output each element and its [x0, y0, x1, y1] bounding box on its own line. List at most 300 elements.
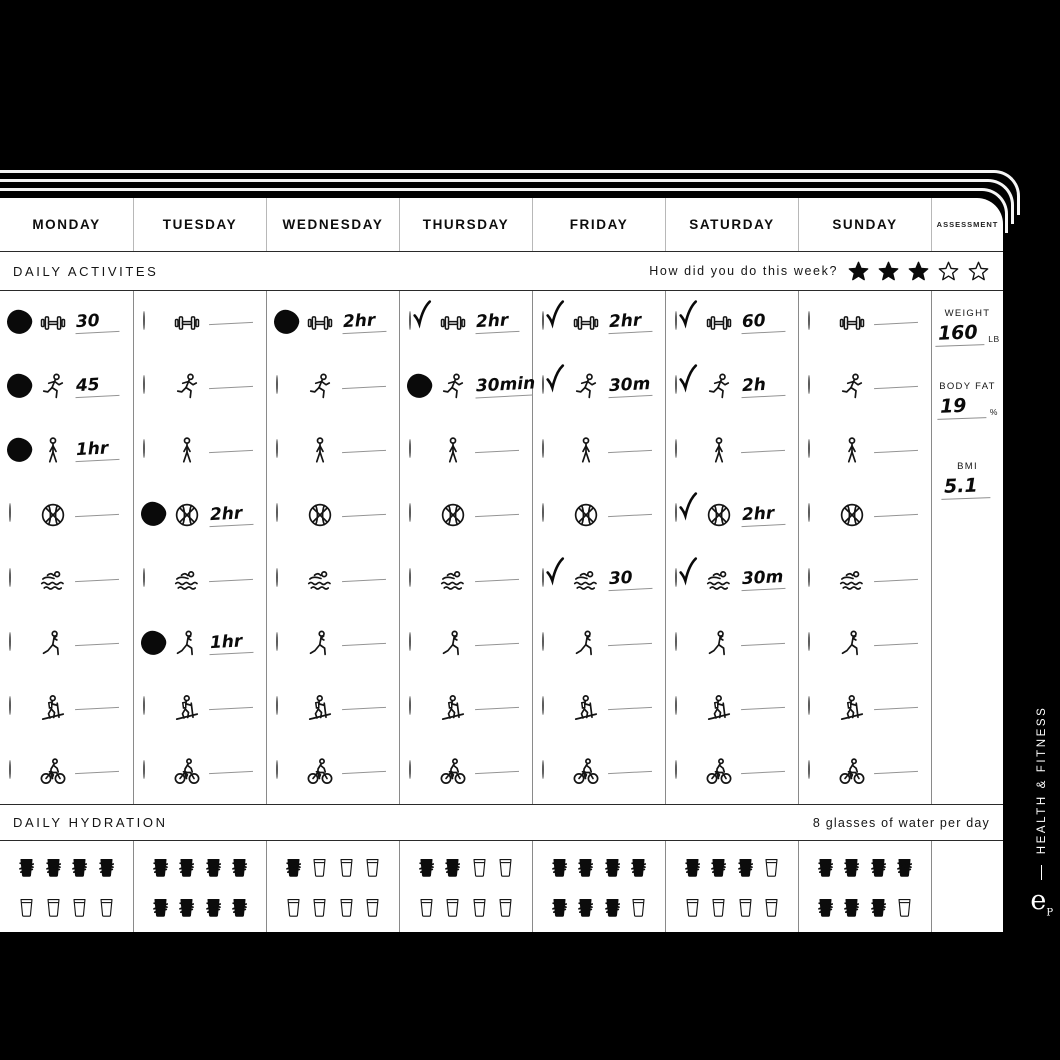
activity-checkbox[interactable]: [143, 697, 165, 719]
activity-cell-running[interactable]: [0, 355, 133, 419]
runner-icon: [172, 372, 202, 402]
activity-value[interactable]: [75, 577, 119, 581]
activity-value[interactable]: [75, 706, 119, 710]
activity-value[interactable]: [475, 513, 519, 517]
activity-cell-weight-lifting[interactable]: [666, 291, 798, 355]
activity-checkbox[interactable]: [9, 504, 31, 526]
water-glass-filled-icon[interactable]: [575, 896, 596, 920]
activity-value[interactable]: [209, 321, 253, 325]
activity-checkbox[interactable]: [542, 312, 564, 334]
activity-cell-lunges[interactable]: [533, 612, 665, 676]
activity-value[interactable]: [75, 513, 119, 517]
dumbbell-icon: [571, 308, 601, 338]
activity-cell-swimming[interactable]: [666, 548, 798, 612]
activity-value[interactable]: [209, 770, 253, 774]
activity-cell-weight-lifting[interactable]: [799, 291, 931, 355]
activities-column-sunday: [798, 291, 931, 804]
check-mark-icon: [410, 298, 435, 331]
activity-cell-swimming[interactable]: [267, 548, 399, 612]
water-glass-icon[interactable]: [96, 896, 117, 920]
activity-checkbox[interactable]: [675, 440, 697, 462]
activity-cell-weight-lifting[interactable]: [267, 291, 399, 355]
activity-cell-basketball[interactable]: [0, 483, 133, 547]
activity-cell-basketball[interactable]: [400, 483, 532, 547]
lunge-icon: [438, 629, 468, 659]
dumbbell-icon: [438, 308, 468, 338]
walker-icon: [837, 436, 867, 466]
activity-checkbox[interactable]: [675, 569, 697, 591]
activity-cell-hiking[interactable]: [400, 676, 532, 740]
hydration-note: 8 glasses of water per day: [812, 815, 990, 830]
activity-value[interactable]: [475, 706, 519, 710]
activity-value[interactable]: 30m: [741, 566, 784, 589]
activity-cell-running[interactable]: [666, 355, 798, 419]
activity-value[interactable]: [75, 642, 119, 646]
cyclist-icon: [172, 757, 202, 787]
water-glass-icon[interactable]: [362, 856, 383, 880]
activity-value[interactable]: 2hr: [741, 504, 786, 526]
activity-cell-swimming[interactable]: [134, 548, 266, 612]
brand-text: HEALTH & FITNESS: [1035, 705, 1048, 855]
lunge-icon: [571, 629, 601, 659]
water-glass-filled-icon[interactable]: [602, 856, 623, 880]
activity-checkbox[interactable]: [409, 376, 431, 398]
activity-cell-lunges[interactable]: [666, 612, 798, 676]
brand-strip: [1026, 705, 1057, 919]
activity-cell-walking[interactable]: [799, 419, 931, 483]
activity-cell-hiking[interactable]: [134, 676, 266, 740]
hydration-column-sunday: [798, 841, 931, 932]
activity-checkbox[interactable]: [542, 761, 564, 783]
activities-column-monday: [0, 291, 133, 804]
activity-value[interactable]: [874, 770, 918, 774]
activity-cell-cycling[interactable]: [666, 740, 798, 804]
water-glass-filled-icon[interactable]: [203, 856, 224, 880]
activity-cell-hiking[interactable]: [799, 676, 931, 740]
water-glass-icon[interactable]: [469, 856, 490, 880]
activity-checkbox[interactable]: [9, 761, 31, 783]
weight-metric: [935, 308, 1000, 346]
activity-checkbox[interactable]: [143, 633, 165, 655]
activity-checkbox[interactable]: [143, 761, 165, 783]
activity-value[interactable]: 2h: [741, 376, 786, 398]
activity-checkbox[interactable]: [542, 376, 564, 398]
activity-checkbox[interactable]: [808, 312, 830, 334]
activity-checkbox[interactable]: [808, 697, 830, 719]
water-glass-filled-icon[interactable]: [283, 856, 304, 880]
activity-checkbox[interactable]: [276, 633, 298, 655]
water-glass-filled-icon[interactable]: [549, 856, 570, 880]
water-glass-icon[interactable]: [495, 856, 516, 880]
water-glass-icon[interactable]: [416, 896, 437, 920]
water-glass-filled-icon[interactable]: [203, 896, 224, 920]
activity-checkbox[interactable]: [675, 697, 697, 719]
activity-value[interactable]: [342, 770, 386, 774]
activity-value[interactable]: [741, 642, 785, 646]
activity-value[interactable]: 30: [75, 312, 120, 334]
water-glass-filled-icon[interactable]: [815, 896, 836, 920]
activity-checkbox[interactable]: [409, 312, 431, 334]
activity-value[interactable]: 60: [741, 312, 786, 334]
activity-cell-walking[interactable]: [0, 419, 133, 483]
water-glass-filled-icon[interactable]: [868, 896, 889, 920]
hydration-grid: [0, 841, 1003, 932]
activity-checkbox[interactable]: [143, 312, 165, 334]
activity-cell-lunges[interactable]: [267, 612, 399, 676]
water-glass-icon[interactable]: [309, 896, 330, 920]
cyclist-icon: [571, 757, 601, 787]
activity-checkbox[interactable]: [675, 312, 697, 334]
water-glass-filled-icon[interactable]: [708, 856, 729, 880]
activity-cell-cycling[interactable]: [134, 740, 266, 804]
activity-value[interactable]: [342, 449, 386, 453]
activity-cell-basketball[interactable]: [666, 483, 798, 547]
basketball-icon: [438, 500, 468, 530]
dumbbell-icon: [704, 308, 734, 338]
activity-cell-weight-lifting[interactable]: [400, 291, 532, 355]
basketball-icon: [305, 500, 335, 530]
swimmer-icon: [438, 565, 468, 595]
swimmer-icon: [172, 565, 202, 595]
body-fat-metric: [937, 381, 998, 419]
water-glass-icon[interactable]: [69, 896, 90, 920]
water-glass-icon[interactable]: [495, 896, 516, 920]
basketball-icon: [571, 500, 601, 530]
activity-cell-walking[interactable]: [666, 419, 798, 483]
bmi-value[interactable]: 5.1: [941, 474, 991, 500]
activity-cell-hiking[interactable]: [267, 676, 399, 740]
activity-cell-walking[interactable]: [267, 419, 399, 483]
activity-cell-cycling[interactable]: [0, 740, 133, 804]
activity-value[interactable]: [209, 706, 253, 710]
activity-value[interactable]: [874, 513, 918, 517]
water-glass-filled-icon[interactable]: [682, 856, 703, 880]
activity-cell-cycling[interactable]: [400, 740, 532, 804]
activity-value[interactable]: [342, 577, 386, 581]
activity-cell-cycling[interactable]: [533, 740, 665, 804]
water-glass-filled-icon[interactable]: [176, 896, 197, 920]
activity-value[interactable]: [475, 642, 519, 646]
week-rating-prompt: How did you do this week?: [649, 264, 838, 278]
activity-value[interactable]: [741, 706, 785, 710]
activity-checkbox[interactable]: [9, 697, 31, 719]
activity-cell-swimming[interactable]: [0, 548, 133, 612]
walker-icon: [38, 436, 68, 466]
activity-cell-weight-lifting[interactable]: [0, 291, 133, 355]
brand-divider: [1041, 865, 1043, 880]
activity-value[interactable]: [874, 449, 918, 453]
water-glass-icon[interactable]: [336, 856, 357, 880]
water-glass-filled-icon[interactable]: [442, 856, 463, 880]
activity-value[interactable]: 1hr: [209, 633, 254, 655]
lunge-icon: [38, 629, 68, 659]
activity-cell-swimming[interactable]: [533, 548, 665, 612]
water-glass-filled-icon[interactable]: [229, 896, 250, 920]
water-glass-filled-icon[interactable]: [841, 856, 862, 880]
activity-checkbox[interactable]: [276, 569, 298, 591]
water-glass-icon[interactable]: [628, 896, 649, 920]
activity-checkbox[interactable]: [409, 697, 431, 719]
activity-cell-hiking[interactable]: [0, 676, 133, 740]
water-glass-filled-icon[interactable]: [416, 856, 437, 880]
activity-cell-cycling[interactable]: [799, 740, 931, 804]
activity-checkbox[interactable]: [9, 633, 31, 655]
runner-icon: [571, 372, 601, 402]
activity-cell-basketball[interactable]: [134, 483, 266, 547]
activity-cell-walking[interactable]: [400, 419, 532, 483]
basketball-icon: [837, 500, 867, 530]
activity-value[interactable]: [342, 385, 386, 389]
activity-checkbox[interactable]: [143, 504, 165, 526]
water-glass-filled-icon[interactable]: [176, 856, 197, 880]
walker-icon: [305, 436, 335, 466]
hiker-icon: [305, 693, 335, 723]
activity-cell-lunges[interactable]: [134, 612, 266, 676]
activity-checkbox[interactable]: [675, 633, 697, 655]
activity-checkbox[interactable]: [409, 569, 431, 591]
hiker-icon: [38, 693, 68, 723]
check-mark-icon: [543, 362, 568, 395]
water-glass-filled-icon[interactable]: [868, 856, 889, 880]
cyclist-icon: [305, 757, 335, 787]
activity-checkbox[interactable]: [9, 569, 31, 591]
activity-cell-weight-lifting[interactable]: [134, 291, 266, 355]
activity-cell-walking[interactable]: [134, 419, 266, 483]
cyclist-icon: [704, 757, 734, 787]
day-header-row: [0, 198, 1003, 252]
activity-checkbox[interactable]: [542, 504, 564, 526]
rating-star-icon[interactable]: [967, 260, 990, 283]
activity-checkbox[interactable]: [276, 376, 298, 398]
activity-value[interactable]: 45: [75, 376, 120, 398]
activity-checkbox[interactable]: [143, 569, 165, 591]
activity-checkbox[interactable]: [9, 312, 31, 334]
water-glass-filled-icon[interactable]: [735, 856, 756, 880]
water-glass-filled-icon[interactable]: [575, 856, 596, 880]
water-glass-icon[interactable]: [682, 896, 703, 920]
activities-column-thursday: [399, 291, 536, 804]
activity-value[interactable]: 30m: [608, 374, 651, 397]
swimmer-icon: [571, 565, 601, 595]
water-glass-filled-icon[interactable]: [602, 896, 623, 920]
activity-value[interactable]: [608, 770, 652, 774]
water-glass-icon[interactable]: [309, 856, 330, 880]
planner-page: [0, 198, 1003, 932]
body-fat-unit: %: [989, 407, 999, 417]
water-glass-filled-icon[interactable]: [43, 856, 64, 880]
activity-value[interactable]: 30min: [475, 373, 536, 397]
swimmer-icon: [38, 565, 68, 595]
activity-checkbox[interactable]: [542, 569, 564, 591]
activity-checkbox[interactable]: [276, 504, 298, 526]
runner-icon: [438, 372, 468, 402]
water-glass-icon[interactable]: [362, 896, 383, 920]
assessment-column: [931, 291, 1003, 804]
hydration-column-monday: [0, 841, 133, 932]
activity-checkbox[interactable]: [276, 312, 298, 334]
daily-hydration-band: [0, 805, 1003, 841]
water-glass-icon[interactable]: [43, 896, 64, 920]
water-glass-filled-icon[interactable]: [549, 896, 570, 920]
activity-checkbox[interactable]: [675, 504, 697, 526]
rating-star-icon[interactable]: [907, 260, 930, 283]
activity-checkbox[interactable]: [542, 440, 564, 462]
hydration-column-thursday: [399, 841, 532, 932]
water-glass-icon[interactable]: [336, 896, 357, 920]
activity-checkbox[interactable]: [808, 633, 830, 655]
activity-value[interactable]: 30: [608, 569, 653, 591]
day-header-tuesday: TUESDAY: [133, 198, 266, 251]
water-glass-icon[interactable]: [735, 896, 756, 920]
activity-cell-running[interactable]: [533, 355, 665, 419]
activity-value[interactable]: [874, 385, 918, 389]
hydration-column-saturday: [665, 841, 798, 932]
water-glass-filled-icon[interactable]: [16, 856, 37, 880]
activity-checkbox[interactable]: [808, 504, 830, 526]
activity-value[interactable]: [608, 449, 652, 453]
activity-value[interactable]: [475, 449, 519, 453]
walker-icon: [571, 436, 601, 466]
activity-cell-running[interactable]: [400, 355, 536, 419]
check-mark-icon: [676, 362, 701, 395]
activity-value[interactable]: [209, 385, 253, 389]
activity-value[interactable]: [342, 706, 386, 710]
activity-cell-lunges[interactable]: [400, 612, 532, 676]
activity-value[interactable]: [608, 513, 652, 517]
activity-value[interactable]: [874, 642, 918, 646]
activity-checkbox[interactable]: [409, 633, 431, 655]
activity-value[interactable]: [209, 449, 253, 453]
activity-checkbox[interactable]: [675, 761, 697, 783]
activity-checkbox[interactable]: [808, 569, 830, 591]
activity-cell-weight-lifting[interactable]: [533, 291, 665, 355]
activity-cell-lunges[interactable]: [799, 612, 931, 676]
activity-value[interactable]: 2hr: [608, 312, 653, 334]
water-glass-filled-icon[interactable]: [96, 856, 117, 880]
bmi-label: BMI: [957, 461, 978, 472]
water-glass-filled-icon[interactable]: [841, 896, 862, 920]
rating-star-icon[interactable]: [937, 260, 960, 283]
water-glass-icon[interactable]: [283, 896, 304, 920]
activity-cell-basketball[interactable]: [799, 483, 931, 547]
water-glass-icon[interactable]: [894, 896, 915, 920]
activity-cell-swimming[interactable]: [400, 548, 532, 612]
activity-checkbox[interactable]: [276, 440, 298, 462]
water-glass-filled-icon[interactable]: [150, 856, 171, 880]
hiker-icon: [704, 693, 734, 723]
water-glass-icon[interactable]: [469, 896, 490, 920]
activity-checkbox[interactable]: [409, 504, 431, 526]
activity-checkbox[interactable]: [409, 440, 431, 462]
day-header-sunday: SUNDAY: [798, 198, 931, 251]
runner-icon: [305, 372, 335, 402]
hiker-icon: [172, 693, 202, 723]
activity-value[interactable]: [209, 577, 253, 581]
activity-value[interactable]: [741, 770, 785, 774]
activity-cell-hiking[interactable]: [666, 676, 798, 740]
daily-hydration-title: DAILY HYDRATION: [13, 815, 168, 830]
activity-value[interactable]: [874, 321, 918, 325]
day-header-monday: MONDAY: [32, 217, 101, 232]
activity-cell-hiking[interactable]: [533, 676, 665, 740]
activity-cell-swimming[interactable]: [799, 548, 931, 612]
rating-star-icon[interactable]: [847, 260, 870, 283]
water-glass-filled-icon[interactable]: [894, 856, 915, 880]
activity-value[interactable]: [741, 449, 785, 453]
activity-checkbox[interactable]: [542, 697, 564, 719]
activity-checkbox[interactable]: [9, 440, 31, 462]
activity-checkbox[interactable]: [675, 376, 697, 398]
activity-checkbox[interactable]: [808, 376, 830, 398]
activity-value[interactable]: 2hr: [342, 312, 387, 334]
body-fat-value[interactable]: 19: [937, 394, 987, 420]
activity-cell-lunges[interactable]: [0, 612, 133, 676]
activity-checkbox[interactable]: [808, 440, 830, 462]
activities-column-tuesday: [133, 291, 266, 804]
dumbbell-icon: [837, 308, 867, 338]
activity-checkbox[interactable]: [808, 761, 830, 783]
water-glass-icon[interactable]: [761, 896, 782, 920]
activity-value[interactable]: 1hr: [75, 440, 120, 462]
activity-cell-running[interactable]: [134, 355, 266, 419]
activity-value[interactable]: [874, 706, 918, 710]
lunge-icon: [305, 629, 335, 659]
rating-star-icon[interactable]: [877, 260, 900, 283]
hydration-assessment-cell: [931, 841, 1003, 932]
water-glass-filled-icon[interactable]: [628, 856, 649, 880]
water-glass-icon[interactable]: [442, 896, 463, 920]
activity-checkbox[interactable]: [143, 376, 165, 398]
activity-value[interactable]: [342, 642, 386, 646]
rating-stars: [847, 260, 990, 283]
activity-value[interactable]: [608, 642, 652, 646]
water-glass-filled-icon[interactable]: [69, 856, 90, 880]
water-glass-filled-icon[interactable]: [229, 856, 250, 880]
activities-column-wednesday: [266, 291, 399, 804]
activity-checkbox[interactable]: [143, 440, 165, 462]
activity-checkbox[interactable]: [542, 633, 564, 655]
activity-cell-basketball[interactable]: [533, 483, 665, 547]
activity-cell-cycling[interactable]: [267, 740, 399, 804]
activity-value[interactable]: [342, 513, 386, 517]
swimmer-icon: [837, 565, 867, 595]
activity-value[interactable]: [75, 770, 119, 774]
hydration-column-friday: [532, 841, 665, 932]
activity-value[interactable]: 2hr: [475, 312, 520, 334]
activity-value[interactable]: [475, 770, 519, 774]
water-glass-icon[interactable]: [16, 896, 37, 920]
water-glass-icon[interactable]: [708, 896, 729, 920]
activity-checkbox[interactable]: [276, 697, 298, 719]
water-glass-icon[interactable]: [761, 856, 782, 880]
weight-value[interactable]: 160: [935, 321, 985, 347]
activity-cell-basketball[interactable]: [267, 483, 399, 547]
activity-cell-walking[interactable]: [533, 419, 665, 483]
activity-checkbox[interactable]: [409, 761, 431, 783]
activity-value[interactable]: [608, 706, 652, 710]
water-glass-filled-icon[interactable]: [150, 896, 171, 920]
activity-value[interactable]: [475, 577, 519, 581]
activity-value[interactable]: 2hr: [209, 504, 254, 526]
activity-checkbox[interactable]: [9, 376, 31, 398]
activity-cell-running[interactable]: [799, 355, 931, 419]
activity-value[interactable]: [874, 577, 918, 581]
activity-cell-running[interactable]: [267, 355, 399, 419]
assessment-header: ASSESSMENT: [931, 198, 1003, 251]
water-glass-filled-icon[interactable]: [815, 856, 836, 880]
dumbbell-icon: [172, 308, 202, 338]
activity-checkbox[interactable]: [276, 761, 298, 783]
